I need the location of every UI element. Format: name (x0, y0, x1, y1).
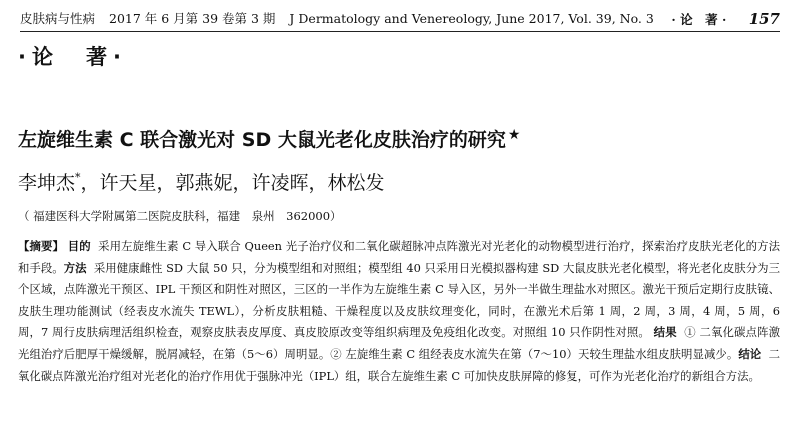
journal-name-cn: 皮肤病与性病 (20, 11, 96, 26)
methods-text: 采用健康雌性 SD 大鼠 50 只，分为模型组和对照组；模型组 40 只采用日光模拟器构建 SD 大鼠皮肤光老化模型，将光老化皮肤分为三个区域，点阵激光干预区、IPL 干预区和阴性对照区，三区的一半作为左旋维生素 C 导入区，另外一半做生理盐水对照区。激光干预后定期行皮肤镜、皮肤生理功能测试（经表皮水流失 TEWL），分析皮肤粗糙、干燥程度以及皮肤纹理变化，同时，在激光术后第 1 周，2 周，3 周，4 周，5 周，6 周，7 周行皮肤病理活组织检查，观察皮肤表皮厚度、真皮胶原改变等组织病理及免疫组化改变。对照组 10 只作阴性对照。 (18, 260, 780, 340)
header-rule (20, 31, 780, 32)
title-footnote-star-icon: ★ (507, 127, 521, 143)
page-number: 157 (748, 10, 780, 28)
abstract-label: 【摘要】 (18, 239, 64, 253)
section-heading: ·论 著· (18, 45, 127, 69)
conclusion-text: 二氧化碳点阵激光治疗组对光老化的治疗作用优于强脉冲光（IPL）组，联合左旋维生素 C 可加快皮肤屏障的修复，可作为光老化治疗的新组合方法。 (18, 346, 780, 383)
article-title-text: 左旋维生素 C 联合激光对 SD 大鼠光老化皮肤治疗的研究 (18, 129, 506, 151)
abstract (18, 236, 780, 387)
objective-text: 采用左旋维生素 C 导入联合 Queen 光子治疗仪和二氧化碳超脉冲点阵激光对光老化的动物模型进行治疗，探索治疗皮肤光老化的方法和手段。 (18, 239, 780, 275)
running-header-right (671, 8, 780, 31)
journal-name-en: J Dermatology and Venereology, June 2017, Vol. 39, No. 3 (289, 11, 654, 26)
results-label: 结果 (653, 325, 677, 340)
conclusion-label: 结论 (738, 346, 762, 361)
article-title (18, 120, 520, 155)
objective-label: 目的 (67, 239, 91, 253)
results-text: ① 二氧化碳点阵激光组治疗后肥厚干燥缓解，脱屑减轻，在第（5～6）周明显。② 左旋维生素 C 组经表皮水流失在第（7～10）天较生理盐水组皮肤明显减少。 (18, 325, 780, 361)
section-tag: · 论 著 · (671, 12, 727, 27)
running-header-left (20, 8, 664, 30)
running-header (20, 8, 780, 30)
author-list (18, 163, 385, 198)
affiliation: （ 福建医科大学附属第二医院皮肤科，福建 泉州 362000） (18, 209, 342, 223)
corresponding-author-mark: * (75, 171, 81, 184)
author-rest: ，许天星，郭燕妮，许凌晖，林松发 (80, 172, 385, 194)
methods-label: 方法 (63, 260, 87, 275)
issue-info-cn: 2017 年 6 月第 39 卷第 3 期 (109, 11, 276, 26)
author-first: 李坤杰 (18, 172, 76, 194)
